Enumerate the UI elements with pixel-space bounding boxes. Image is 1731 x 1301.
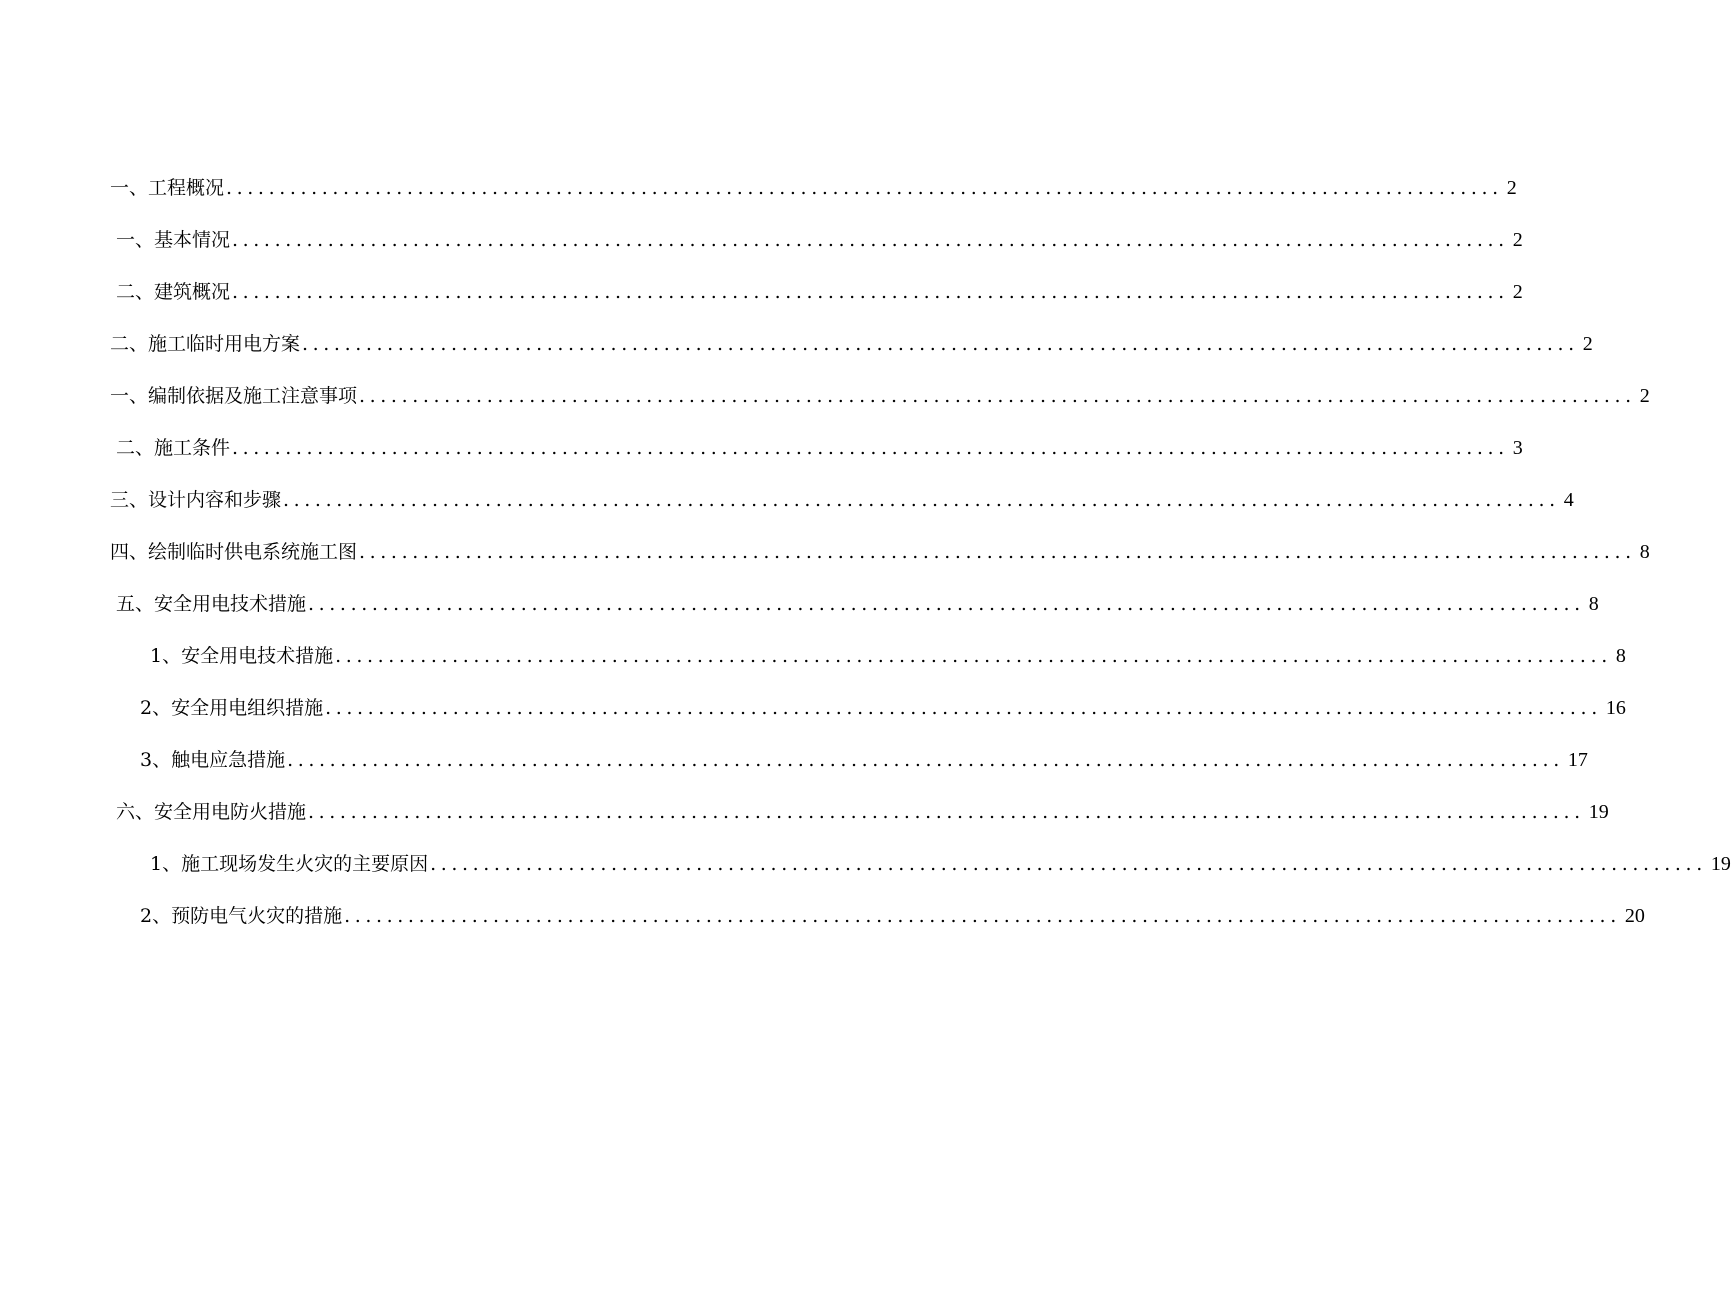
toc-entry[interactable] xyxy=(110,378,1650,408)
toc-entry[interactable] xyxy=(140,690,1626,720)
toc-entry[interactable] xyxy=(116,274,1523,304)
toc-entry[interactable] xyxy=(116,222,1523,252)
toc-entry-page: 3 xyxy=(1512,437,1523,459)
toc-entry-page: 16 xyxy=(1605,697,1626,719)
toc-dot-leader: ........................................................................................................................ xyxy=(359,541,1636,563)
toc-dot-leader: ........................................................................................................................ xyxy=(359,385,1636,407)
toc-entry[interactable] xyxy=(150,846,1731,876)
toc-dot-leader: ........................................................................................................................ xyxy=(335,645,1612,667)
toc-entry-label: 1、施工现场发生火灾的主要原因 xyxy=(150,853,429,875)
toc-entry-label: 3、触电应急措施 xyxy=(140,749,286,771)
toc-entry-page: 19 xyxy=(1588,801,1609,823)
toc-entry[interactable] xyxy=(150,638,1626,668)
toc-entry-page: 2 xyxy=(1639,385,1650,407)
toc-entry-label: 二、施工条件 xyxy=(116,437,231,459)
toc-entry[interactable] xyxy=(110,326,1593,356)
toc-entry-label: 二、施工临时用电方案 xyxy=(110,333,301,355)
toc-entry-label: 一、编制依据及施工注意事项 xyxy=(110,385,358,407)
toc-entry-page: 2 xyxy=(1582,333,1593,355)
toc-entry-page: 8 xyxy=(1639,541,1650,563)
toc-entry-page: 17 xyxy=(1567,749,1588,771)
toc-entry-label: 2、安全用电组织措施 xyxy=(140,697,324,719)
toc-entry-label: 二、建筑概况 xyxy=(116,281,231,303)
toc-entry-page: 2 xyxy=(1506,177,1517,199)
toc-dot-leader: ........................................................................................................................ xyxy=(232,281,1509,303)
toc-dot-leader: ........................................................................................................................ xyxy=(287,749,1564,771)
toc-dot-leader: ........................................................................................................................ xyxy=(232,437,1509,459)
toc-entry[interactable] xyxy=(110,170,1517,200)
toc-entry-label: 1、安全用电技术措施 xyxy=(150,645,334,667)
toc-entry-page: 20 xyxy=(1624,905,1645,927)
toc-entry-label: 一、工程概况 xyxy=(110,177,225,199)
toc-entry-label: 六、安全用电防火措施 xyxy=(116,801,307,823)
toc-entry[interactable] xyxy=(140,898,1645,928)
toc-entry-page: 19 xyxy=(1710,853,1731,875)
toc-entry-label: 一、基本情况 xyxy=(116,229,231,251)
toc-entry-label: 五、安全用电技术措施 xyxy=(116,593,307,615)
toc-entry-label: 三、设计内容和步骤 xyxy=(110,489,282,511)
toc-entry-label: 四、绘制临时供电系统施工图 xyxy=(110,541,358,563)
toc-entry-page: 2 xyxy=(1512,229,1523,251)
toc-dot-leader: ........................................................................................................................ xyxy=(226,177,1503,199)
toc-entry-label: 2、预防电气火灾的措施 xyxy=(140,905,343,927)
toc-entry[interactable] xyxy=(140,742,1588,772)
toc-entry-page: 8 xyxy=(1588,593,1599,615)
toc-dot-leader: ........................................................................................................................ xyxy=(344,905,1621,927)
toc-dot-leader: ........................................................................................................................ xyxy=(308,593,1585,615)
toc-dot-leader: ........................................................................................................................ xyxy=(430,853,1707,875)
toc-entry-page: 2 xyxy=(1512,281,1523,303)
toc-entry[interactable] xyxy=(110,534,1650,564)
toc-entry-page: 8 xyxy=(1615,645,1626,667)
toc-entry[interactable] xyxy=(116,794,1609,824)
toc-dot-leader: ........................................................................................................................ xyxy=(283,489,1560,511)
toc-dot-leader: ........................................................................................................................ xyxy=(308,801,1585,823)
toc-entry-page: 4 xyxy=(1563,489,1574,511)
toc-entry[interactable] xyxy=(116,430,1523,460)
toc-dot-leader: ........................................................................................................................ xyxy=(325,697,1602,719)
toc-dot-leader: ........................................................................................................................ xyxy=(232,229,1509,251)
toc-entry[interactable] xyxy=(110,482,1574,512)
toc-entry[interactable] xyxy=(116,586,1599,616)
toc-dot-leader: ........................................................................................................................ xyxy=(302,333,1579,355)
